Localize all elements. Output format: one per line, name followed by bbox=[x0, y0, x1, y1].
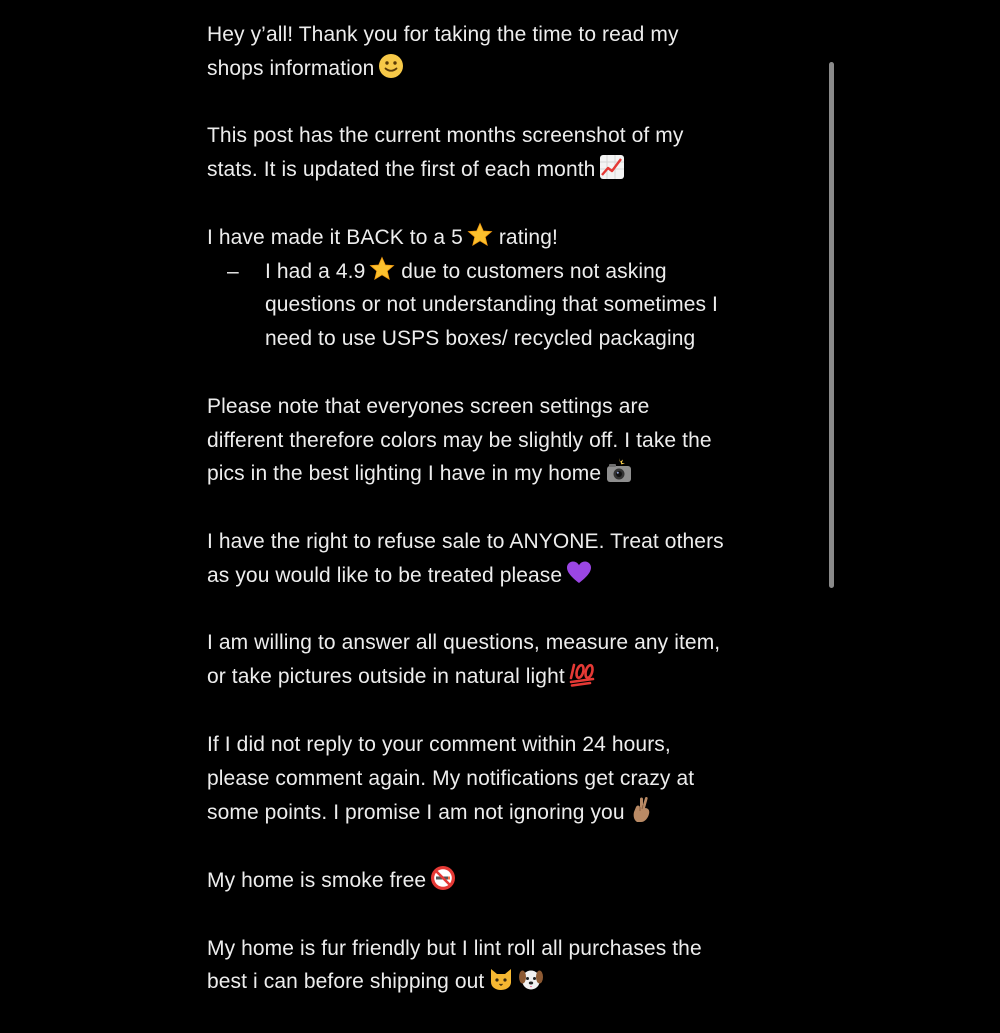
rating-text: I have made it BACK to a 5 bbox=[207, 225, 463, 249]
paragraph-reply bbox=[207, 728, 807, 830]
paragraph-stats bbox=[207, 119, 807, 187]
paragraph-smoke-free bbox=[207, 864, 807, 898]
bullet-text bbox=[265, 260, 718, 351]
paragraph-rating bbox=[207, 221, 807, 255]
stats-text: This post has the current months screenshot of my stats. It is updated the first of each month bbox=[207, 124, 684, 182]
fur-friendly-text: My home is fur friendly but I lint roll all purchases the best i can before shipping out bbox=[207, 936, 702, 994]
scrollbar[interactable] bbox=[829, 62, 834, 588]
no-smoking-icon bbox=[430, 865, 456, 891]
chart-increasing-icon bbox=[599, 154, 625, 180]
list-item bbox=[207, 255, 807, 356]
bullet-dash: – bbox=[227, 259, 239, 283]
rating-text-end: rating! bbox=[498, 225, 558, 249]
purple-heart-icon bbox=[566, 560, 592, 586]
bullet-text-start: I had a 4.9 bbox=[265, 259, 366, 283]
star-icon bbox=[369, 256, 395, 282]
paragraph-colors bbox=[207, 390, 807, 491]
crossed-fingers-icon bbox=[629, 795, 655, 823]
smoke-free-text: My home is smoke free bbox=[207, 868, 427, 892]
note-body[interactable] bbox=[207, 18, 807, 1033]
star-icon bbox=[467, 222, 493, 248]
hundred-points-icon bbox=[569, 661, 597, 687]
questions-text: I am willing to answer all questions, measure any item, or take pictures outside in natural light bbox=[207, 631, 721, 689]
paragraph-questions bbox=[207, 626, 807, 694]
paragraph-fur-friendly bbox=[207, 932, 807, 1000]
paragraph-greeting bbox=[207, 18, 807, 86]
reply-text: If I did not reply to your comment within 24 hours, please comment again. My notifications get crazy at some points. I promise I am not ignoring you bbox=[207, 732, 695, 825]
bullet-text-rest: due to customers not asking questions or not understanding that sometimes I need to use USPS boxes/ recycled packaging bbox=[265, 259, 718, 351]
refuse-sale-text: I have the right to refuse sale to ANYONE. Treat others as you would like to be treated please bbox=[207, 529, 724, 587]
slightly-smiling-face-icon bbox=[378, 53, 404, 79]
greeting-text: Hey y’all! Thank you for taking the time to read my shops information bbox=[207, 23, 679, 80]
paragraph-refuse-sale bbox=[207, 525, 807, 593]
colors-text: Please note that everyones screen settings are different therefore colors may be slightly off. I take the pics in the best lighting I have in my home bbox=[207, 394, 712, 486]
dog-face-icon bbox=[518, 966, 544, 992]
camera-with-flash-icon bbox=[605, 458, 633, 484]
cat-face-icon bbox=[488, 966, 514, 992]
